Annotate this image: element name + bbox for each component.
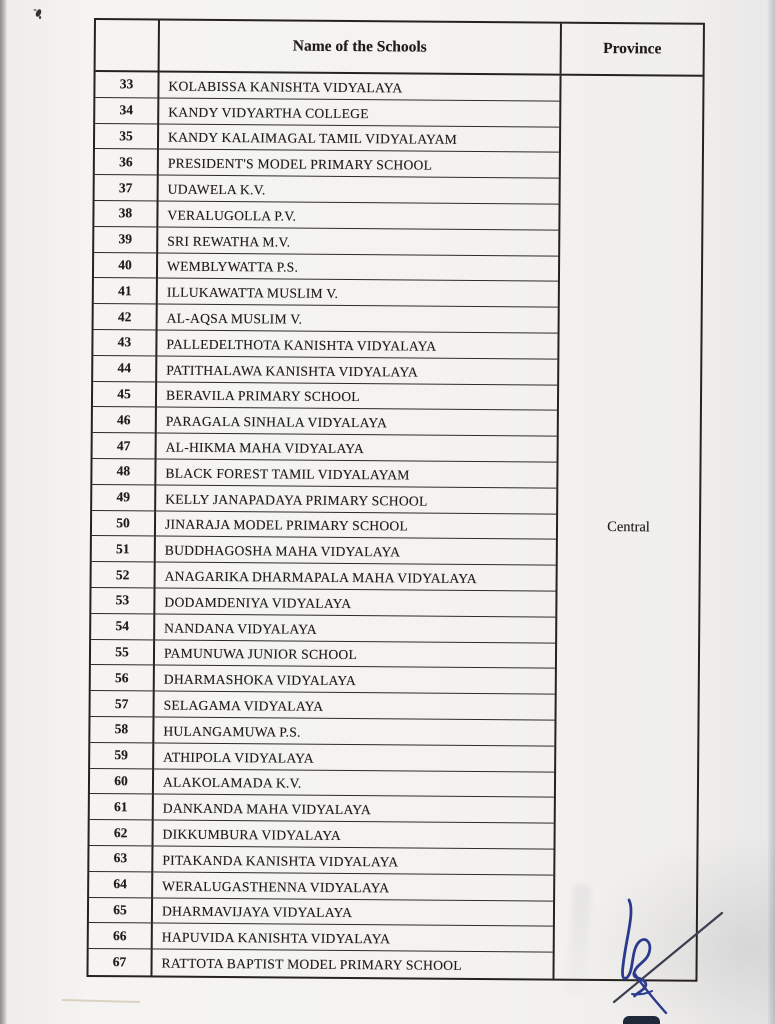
row-number: 42 (94, 304, 158, 329)
school-name-cell (154, 717, 554, 745)
table-row (93, 382, 557, 411)
school-name: JINARAJA MODEL PRIMARY SCHOOL (164, 517, 409, 534)
school-name-cell (154, 821, 554, 849)
school-name-cell (156, 485, 556, 513)
school-name: DHARMAVIJAYA VIDYALAYA (161, 903, 353, 921)
row-number: 34 (95, 98, 159, 123)
table-row (91, 588, 555, 617)
row-number: 43 (93, 330, 157, 355)
row-number: 57 (91, 691, 155, 716)
table-row (93, 407, 557, 436)
table-row (91, 614, 555, 643)
row-number: 51 (92, 536, 156, 561)
row-number: 35 (95, 124, 159, 149)
school-name-cell (153, 898, 553, 926)
school-name-cell (158, 305, 558, 333)
row-number: 56 (91, 665, 155, 690)
school-name-cell (159, 150, 559, 178)
school-name-cell (159, 98, 559, 126)
school-name-cell (153, 872, 553, 900)
school-name-cell (156, 537, 556, 565)
school-name: SELAGAMA VIDYALAYA (163, 697, 324, 714)
school-name: ALAKOLAMADA K.V. (162, 774, 302, 792)
school-name-cell (153, 846, 553, 874)
scan-edge-right (766, 0, 775, 1024)
school-name: BUDDHAGOSHA MAHA VIDYALAYA (164, 542, 401, 560)
school-name-cell (157, 382, 557, 410)
school-name: PITAKANDA KANISHTA VIDYALAYA (162, 852, 399, 870)
school-name-cell (153, 924, 553, 952)
table-row (93, 433, 557, 462)
school-name-cell (157, 434, 557, 462)
school-name: AL-HIKMA MAHA VIDYALAYA (165, 439, 365, 457)
school-name: RATTOTA BAPTIST MODEL PRIMARY SCHOOL (161, 956, 462, 974)
school-name-cell (157, 330, 557, 358)
school-name: ANAGARIKA DHARMAPALA MAHA VIDYALAYA (164, 568, 477, 587)
school-name-cell (158, 253, 558, 281)
school-name-cell (156, 511, 556, 539)
school-name: UDAWELA K.V. (167, 181, 266, 198)
school-name: AL-AQSA MUSLIM V. (166, 310, 303, 327)
row-number: 36 (95, 149, 159, 174)
table-row (94, 304, 558, 333)
row-number: 40 (94, 253, 158, 278)
row-number: 44 (93, 356, 157, 381)
school-name: KANDY KALAIMAGAL TAMIL VIDYALAYAM (168, 130, 458, 148)
school-name: VERALUGOLLA P.V. (167, 207, 297, 224)
row-number: 37 (95, 175, 159, 200)
table-row (92, 459, 556, 488)
footer-tab (623, 1016, 660, 1024)
school-name: DHARMASHOKA VIDYALAYA (163, 671, 357, 689)
table-row (92, 485, 556, 514)
header-cell-school-name: Name of the Schools (292, 37, 427, 56)
school-name: WEMBLYWATTA P.S. (166, 259, 299, 276)
row-number: 48 (92, 459, 156, 484)
table-row (89, 872, 553, 901)
table-row (92, 536, 556, 565)
table-header-row (96, 20, 703, 77)
row-number: 62 (90, 820, 154, 845)
school-name: KANDY VIDYARTHA COLLEGE (168, 104, 369, 121)
school-name: PARAGALA SINHALA VIDYALAYA (165, 413, 388, 431)
school-name-cell (158, 201, 558, 229)
school-name: BLACK FOREST TAMIL VIDYALAYAM (165, 465, 410, 483)
school-name: KOLABISSA KANISHTA VIDYALAYA (168, 78, 403, 96)
school-name-cell (159, 176, 559, 204)
school-name-cell (157, 356, 557, 384)
row-number: 65 (89, 897, 153, 922)
school-name: SRI REWATHA M.V. (167, 233, 291, 250)
table-row (90, 794, 554, 823)
school-name: PALLEDELTHOTA KANISHTA VIDYALAYA (166, 336, 437, 354)
school-name-cell (154, 743, 554, 771)
school-name-cell (155, 666, 555, 694)
table-row (89, 897, 553, 926)
school-name: PRESIDENT'S MODEL PRIMARY SCHOOL (167, 155, 433, 173)
table-row (91, 665, 555, 694)
table-row (94, 201, 558, 230)
row-number: 41 (94, 278, 158, 303)
row-number: 46 (93, 407, 157, 432)
table-row (95, 124, 559, 153)
school-name: NANDANA VIDYALAYA (164, 620, 317, 637)
school-name: KELLY JANAPADAYA PRIMARY SCHOOL (165, 491, 428, 509)
scan-artifact-line (62, 999, 140, 1003)
row-number: 55 (91, 640, 155, 665)
row-number: 59 (90, 743, 154, 768)
row-number: 50 (92, 511, 156, 536)
row-number: 63 (89, 846, 153, 871)
table-row (90, 769, 554, 798)
school-table-body (88, 72, 559, 979)
scan-edge-left (0, 0, 7, 1024)
ink-blot (28, 4, 48, 22)
row-number: 47 (93, 433, 157, 458)
table-row (92, 562, 556, 591)
school-name: ILLUKAWATTA MUSLIM V. (166, 284, 339, 302)
province-merged-cell (552, 76, 702, 980)
schools-table (86, 18, 705, 982)
table-row (94, 253, 558, 282)
table-row (95, 98, 559, 127)
header-cell-number (96, 20, 160, 71)
row-number: 45 (93, 382, 157, 407)
school-name: PATITHALAWA KANISHTA VIDYALAYA (166, 362, 419, 380)
table-row (89, 846, 553, 875)
signature-ink (588, 878, 748, 1024)
school-name-cell (155, 640, 555, 668)
table-row (88, 949, 552, 978)
row-number: 49 (92, 485, 156, 510)
table-row (95, 72, 559, 101)
header-cell-province: Province (560, 24, 703, 75)
school-name-cell (158, 227, 558, 255)
school-name: BERAVILA PRIMARY SCHOOL (165, 388, 360, 405)
table-row (95, 175, 559, 204)
school-name: PAMUNUWA JUNIOR SCHOOL (163, 645, 358, 663)
row-number: 58 (90, 717, 154, 742)
row-number: 66 (89, 923, 153, 948)
table-row (95, 149, 559, 178)
school-name-cell (156, 563, 556, 591)
row-number: 54 (91, 614, 155, 639)
table-row (94, 278, 558, 307)
school-name: HULANGAMUWA P.S. (163, 723, 301, 740)
table-body (88, 72, 702, 980)
table-row (93, 330, 557, 359)
table-row (90, 717, 554, 746)
school-name: DIKKUMBURA VIDYALAYA (162, 826, 341, 843)
school-name-cell (154, 769, 554, 797)
province-value: Central (607, 518, 650, 536)
table-row (94, 227, 558, 256)
table-row (89, 923, 553, 952)
row-number: 38 (94, 201, 158, 226)
table-row (89, 820, 553, 849)
school-name: DODAMDENIYA VIDYALAYA (164, 594, 352, 611)
school-name-cell (155, 588, 555, 616)
row-number: 53 (91, 588, 155, 613)
row-number: 39 (94, 227, 158, 252)
school-name-cell (157, 408, 557, 436)
school-name: WERALUGASTHENNA VIDYALAYA (162, 878, 390, 895)
table-row (90, 743, 554, 772)
school-name-cell (159, 73, 559, 101)
row-number: 61 (90, 794, 154, 819)
school-name: HAPUVIDA KANISHTA VIDYALAYA (161, 929, 391, 947)
table-row (91, 691, 555, 720)
row-number: 67 (88, 949, 152, 975)
school-name-cell (155, 692, 555, 720)
table-row (92, 511, 556, 540)
school-name-cell (154, 795, 554, 823)
row-number: 64 (89, 872, 153, 897)
row-number: 60 (90, 769, 154, 794)
row-number: 52 (92, 562, 156, 587)
table-row (91, 640, 555, 669)
school-name-cell (152, 950, 552, 979)
school-name-cell (155, 614, 555, 642)
school-name-cell (159, 124, 559, 152)
school-name: DANKANDA MAHA VIDYALAYA (162, 800, 372, 818)
table-row (93, 356, 557, 385)
school-name: ATHIPOLA VIDYALAYA (163, 749, 314, 766)
school-name-cell (156, 459, 556, 487)
row-number: 33 (95, 72, 159, 97)
school-name-cell (158, 279, 558, 307)
